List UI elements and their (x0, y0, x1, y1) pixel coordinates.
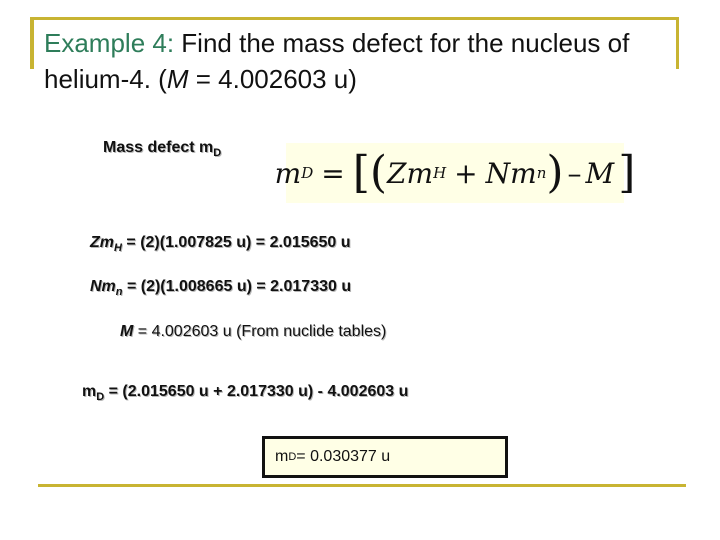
mass-defect-sub: D (213, 147, 222, 160)
step-md (82, 383, 408, 403)
formula-equals: = (321, 156, 345, 190)
step-md-rest: = (2.015650 u + 2.017330 u) - 4.002603 u (104, 383, 409, 400)
frame-right-vertical (676, 17, 679, 69)
answer-prefix: m (275, 448, 289, 465)
formula-term2-sub: n (536, 164, 547, 182)
title-element: helium-4. ( (44, 64, 167, 94)
step-m-rest: = 4.002603 u (From nuclide tables) (133, 323, 387, 340)
mass-defect-label (103, 139, 221, 159)
mass-defect-text: Mass defect m (103, 139, 214, 156)
frame-left-vertical (30, 17, 34, 69)
answer-sub: D (288, 451, 297, 463)
frame-top-horizontal (30, 17, 678, 20)
step-md-sub: D (96, 391, 105, 404)
answer-box (262, 436, 508, 478)
step-zmh (90, 234, 351, 254)
step-nmn-prefix: Nm (90, 278, 116, 295)
answer-value: = 0.030377 u (296, 448, 391, 465)
formula-lhs: m (274, 156, 302, 190)
formula-term1-sub: H (433, 164, 447, 182)
frame-bottom-horizontal (38, 484, 686, 487)
step-md-prefix: m (82, 383, 97, 400)
step-zmh-sub: H (114, 242, 122, 255)
title-mass-var: M (166, 64, 189, 94)
step-nmn-sub: n (115, 286, 123, 299)
step-nmn-rest: = (2)(1.008665 u) = 2.017330 u (122, 278, 352, 295)
formula-paren-open: ( (369, 147, 388, 198)
step-zmh-rest: = (2)(1.007825 u) = 2.015650 u (121, 234, 351, 251)
formula-paren-close: ) (546, 147, 564, 198)
step-m-prefix: M (120, 323, 134, 340)
formula-term1: Zm (387, 156, 434, 190)
step-zmh-prefix: Zm (90, 234, 114, 251)
title-line-1 (44, 28, 629, 59)
formula-bracket-open: [ (352, 147, 370, 198)
formula-lhs-sub: D (301, 164, 314, 182)
example-label: Example 4: (44, 28, 175, 58)
title-question: Find the mass defect for the nucleus of (174, 28, 630, 58)
formula-minus: – (567, 156, 582, 190)
title-line-2 (44, 64, 357, 95)
formula-box (274, 143, 636, 203)
formula-term2: Nm (485, 156, 537, 190)
formula-bracket-close: ] (618, 147, 636, 198)
step-m (120, 323, 386, 341)
title-mass-value: = 4.002603 u) (188, 64, 357, 94)
step-nmn (90, 278, 351, 298)
formula-plus: + (454, 156, 478, 190)
formula-mass: M (585, 156, 615, 190)
